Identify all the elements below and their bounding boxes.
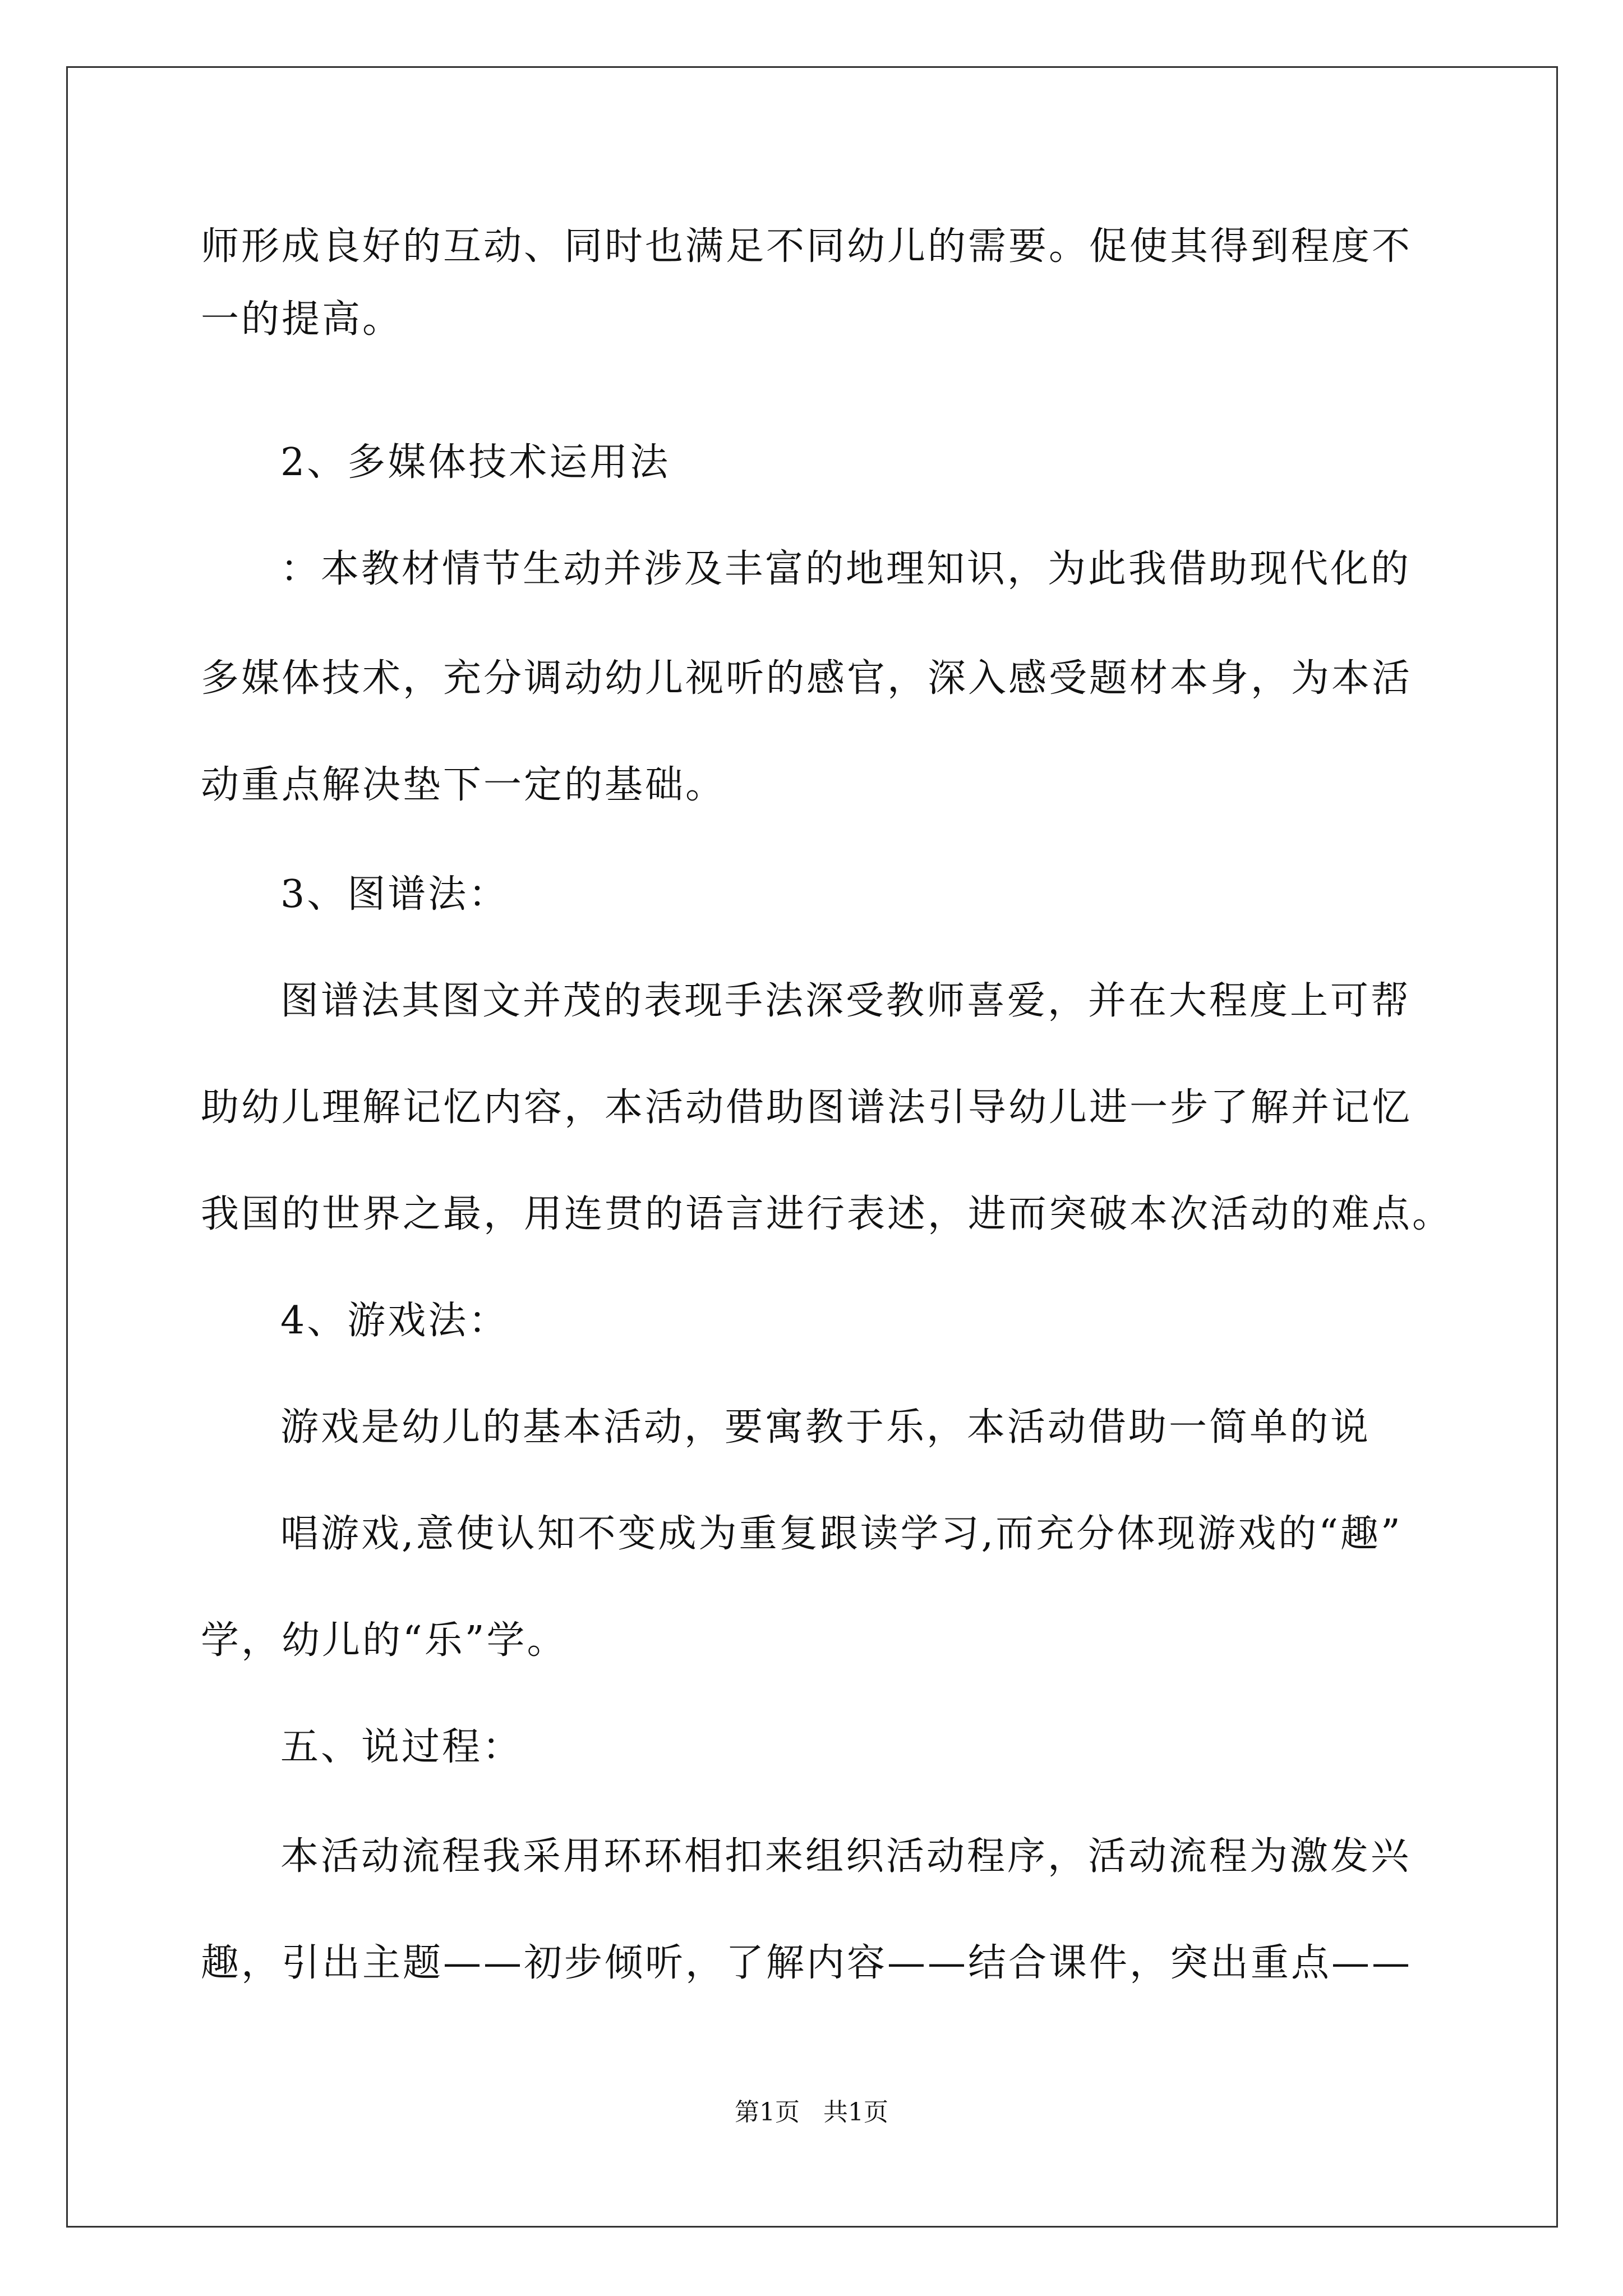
text-line: 我国的世界之最，用连贯的语言进行表述，进而突破本次活动的难点。: [201, 1192, 1453, 1236]
text-line: 多媒体技术，充分调动幼儿视听的感官，深入感受题材本身，为本活: [201, 656, 1413, 701]
text-line: 本活动流程我采用环环相扣来组织活动程序，活动流程为激发兴: [280, 1834, 1412, 1879]
text-line: 助幼儿理解记忆内容，本活动借助图谱法引导幼儿进一步了解并记忆: [201, 1085, 1413, 1130]
heading-process: 五、说过程：: [280, 1725, 523, 1769]
heading-game-method: 4、游戏法：: [280, 1299, 509, 1343]
text-line: 学，幼儿的“乐”学。: [201, 1618, 568, 1663]
text-line: 唱游戏,意使认知不变成为重复跟读学习,而充分体现游戏的“趣”: [280, 1512, 1403, 1556]
text-line: 趣，引出主题——初步倾听，了解内容——结合课件，突出重点——: [201, 1941, 1413, 1985]
page-number: 第1页 共1页: [735, 2098, 888, 2127]
text-line: ：本教材情节生动并涉及丰富的地理知识，为此我借助现代化的: [280, 547, 1412, 591]
text-line: 游戏是幼儿的基本活动，要寓教于乐，本活动借助一简单的说: [280, 1405, 1371, 1450]
heading-graph-method: 3、图谱法：: [280, 872, 509, 917]
heading-multimedia: 2、多媒体技术运用法: [280, 440, 671, 485]
text-line: 动重点解决垫下一定的基础。: [201, 763, 726, 807]
text-line: 一的提高。: [201, 297, 403, 342]
page-border: [66, 66, 1558, 2228]
text-line: 图谱法其图文并茂的表现手法深受教师喜爱，并在大程度上可帮: [280, 979, 1412, 1023]
text-line: 师形成良好的互动、同时也满足不同幼儿的需要。促使其得到程度不: [201, 224, 1413, 269]
